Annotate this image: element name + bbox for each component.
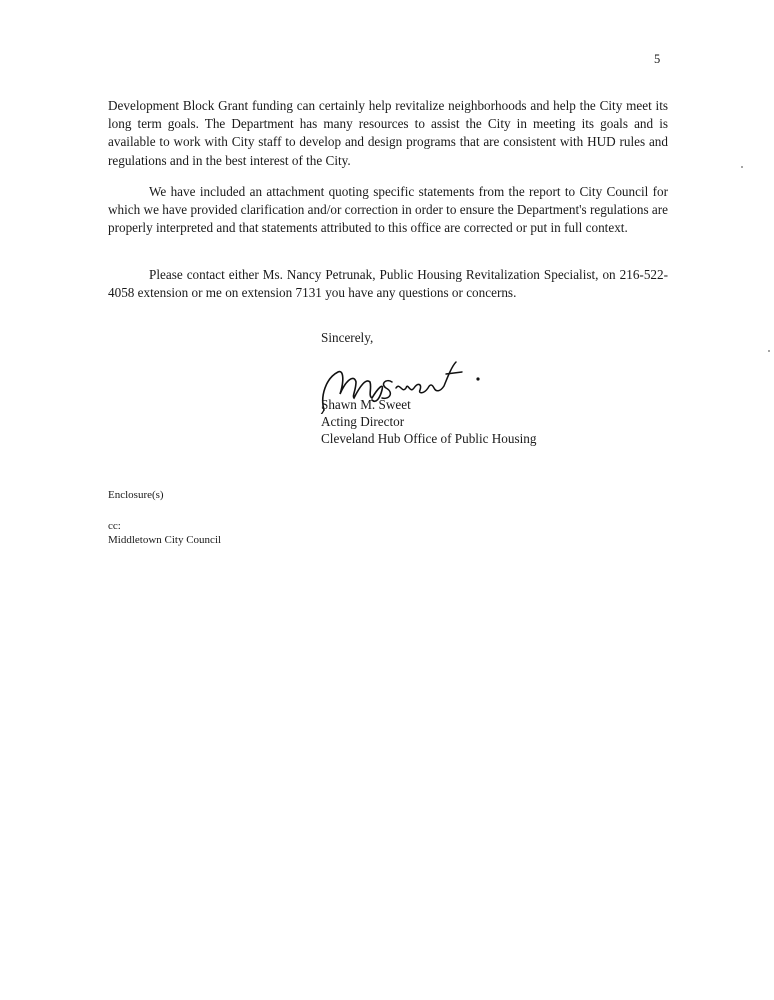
page-number: 5 bbox=[654, 52, 661, 66]
scan-speck bbox=[741, 166, 743, 168]
body-paragraph-2: We have included an attachment quoting specific statements from the report to City Council for which we have provided clarification and/or correction in order to ensure the Department's regulations are properly interpreted and that statements attributed to this office are corrected or put in full context. bbox=[108, 184, 668, 236]
signatory-title: Acting Director bbox=[321, 414, 405, 429]
enclosure-note: Enclosure(s) bbox=[108, 489, 164, 501]
body-paragraph-1: Development Block Grant funding can certainly help revitalize neighborhoods and help the City meet its long term goals. The Department has many resources to assist the City in meeting its goals and is available to work with City staff to develop and design programs that are consistent with HUD rules and regulations and in the best interest of the City. bbox=[108, 98, 668, 168]
scan-speck bbox=[768, 350, 770, 352]
closing-salutation: Sincerely, bbox=[321, 330, 374, 345]
cc-label: cc: bbox=[108, 520, 121, 532]
signature-block bbox=[321, 396, 536, 447]
signatory-office: Cleveland Hub Office of Public Housing bbox=[321, 431, 537, 446]
body-paragraph-3: Please contact either Ms. Nancy Petrunak, Public Housing Revitalization Specialist, on 216-522-4058 extension or me on extension 7131 you have any questions or concerns. bbox=[108, 267, 668, 301]
cc-recipient: Middletown City Council bbox=[108, 534, 222, 546]
signatory-name: Shawn M. Sweet bbox=[321, 397, 411, 412]
